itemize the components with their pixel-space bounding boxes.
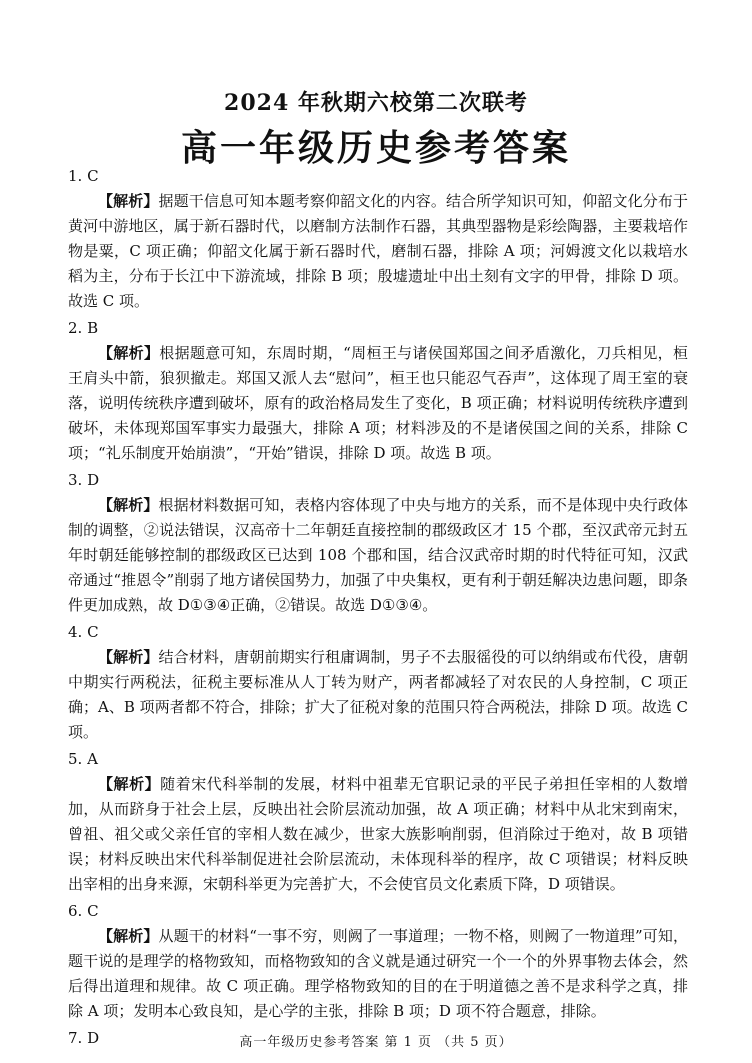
question-explanation bbox=[68, 645, 688, 745]
question-number: 5. A bbox=[68, 750, 98, 768]
question-block bbox=[68, 620, 688, 745]
answers-body bbox=[68, 162, 688, 1051]
question-block bbox=[68, 747, 688, 897]
analysis-tag: 【解析】 bbox=[98, 648, 159, 666]
explanation-text: 根据题意可知，东周时期，“周桓王与诸侯国郑国之间矛盾激化，刀兵相见，桓王肩头中箭，狼狈撤走。郑国又派人去“慰问”，桓王也只能忍气吞声”，这体现了周王室的衰落，说明传统秩序遭到破坏，原有的政治格局发生了变化，B 项正确；材料说明传统秩序遭到破坏，未体现郑国军事实力最强大，排除 A 项；材料涉及的不是诸侯国之间的关系，排除 C 项；“礼乐制度开始崩溃”，“开始”错误，排除 D 项。故选 B 项。 bbox=[68, 344, 688, 462]
analysis-tag: 【解析】 bbox=[98, 496, 159, 514]
question-block bbox=[68, 468, 688, 618]
question-block bbox=[68, 164, 688, 314]
document-title: 高一年级历史参考答案 bbox=[180, 127, 571, 169]
question-number: 7. D bbox=[68, 1029, 100, 1047]
question-explanation bbox=[68, 189, 688, 314]
question-explanation bbox=[68, 924, 688, 1024]
question-number: 4. C bbox=[68, 623, 99, 641]
explanation-text: 结合材料，唐朝前期实行租庸调制，男子不去服徭役的可以纳绢或布代役，唐朝中期实行两税法，征税主要标准从人丁转为财产，两者都减轻了对农民的人身控制，C 项正确；A、B 项两者都不符合，排除；扩大了征税对象的范围只符合两税法，排除 D 项。故选 C 项。 bbox=[68, 648, 688, 741]
explanation-text: 随着宋代科举制的发展，材料中祖辈无官职记录的平民子弟担任宰相的人数增加，从而跻身于社会上层，反映出社会阶层流动加强，故 A 项正确；材料中从北宋到南宋，曾祖、祖父或父亲任官的宰相人数在减少，世家大族影响削弱，但消除过于绝对，故 B 项错误；材料反映出宋代科举制促进社会阶层流动，未体现科举的程序，故 C 项错误；材料反映出宰相的出身来源，宋朝科举更为完善扩大，不会使官员文化素质下降，D 项错误。 bbox=[68, 775, 688, 893]
question-number: 6. C bbox=[68, 902, 99, 920]
explanation-text: 据题干信息可知本题考察仰韶文化的内容。结合所学知识可知，仰韶文化分布于黄河中游地区，属于新石器时代，以磨制方法制作石器，其典型器物是彩绘陶器，主要栽培作物是粟，C 项正确；仰韶文化属于新石器时代，磨制石器，排除 A 项；河姆渡文化以栽培水稻为主，分布于长江中下游流域，排除 B 项；殷墟遗址中出土刻有文字的甲骨，排除 D 项。故选 C 项。 bbox=[68, 192, 688, 310]
analysis-tag: 【解析】 bbox=[98, 927, 159, 945]
question-block bbox=[68, 899, 688, 1024]
question-number: 1. C bbox=[68, 167, 99, 185]
exam-title: 2024 年秋期六校第二次联考 bbox=[224, 90, 528, 116]
analysis-tag: 【解析】 bbox=[98, 344, 160, 362]
analysis-tag: 【解析】 bbox=[98, 192, 159, 210]
question-block bbox=[68, 316, 688, 466]
page-footer: 高一年级历史参考答案 第 1 页 （共 5 页） bbox=[239, 1035, 513, 1050]
question-number: 3. D bbox=[68, 471, 100, 489]
question-explanation bbox=[68, 772, 688, 897]
question-explanation bbox=[68, 493, 688, 618]
question-number: 2. B bbox=[68, 319, 99, 337]
explanation-text: 从题干的材料“一事不穷，则阙了一事道理；一物不格，则阙了一物道理”可知，题干说的是理学的格物致知，而格物致知的含义就是通过研究一个一个的外界事物去体会，然后得出道理和规律。故 C 项正确。理学格物致知的目的在于明道德之善不是求科学之真，排除 A 项；发明本心致良知，是心学的主张，排除 B 项；D 项不符合题意，排除。 bbox=[68, 927, 688, 1020]
analysis-tag: 【解析】 bbox=[98, 775, 161, 793]
explanation-text: 根据材料数据可知，表格内容体现了中央与地方的关系，而不是体现中央行政体制的调整，②说法错误，汉高帝十二年朝廷直接控制的郡级政区才 15 个郡，至汉武帝元封五年时朝廷能够控制的郡级政区已达到 108 个郡和国，结合汉武帝时期的时代特征可知，汉武帝通过“推恩令”削弱了地方诸侯国势力，加强了中央集权，更有利于朝廷解决边患问题，即条件更加成熟，故 D①③④正确，②错误。故选 D①③④。 bbox=[68, 496, 688, 614]
question-explanation bbox=[68, 341, 688, 466]
